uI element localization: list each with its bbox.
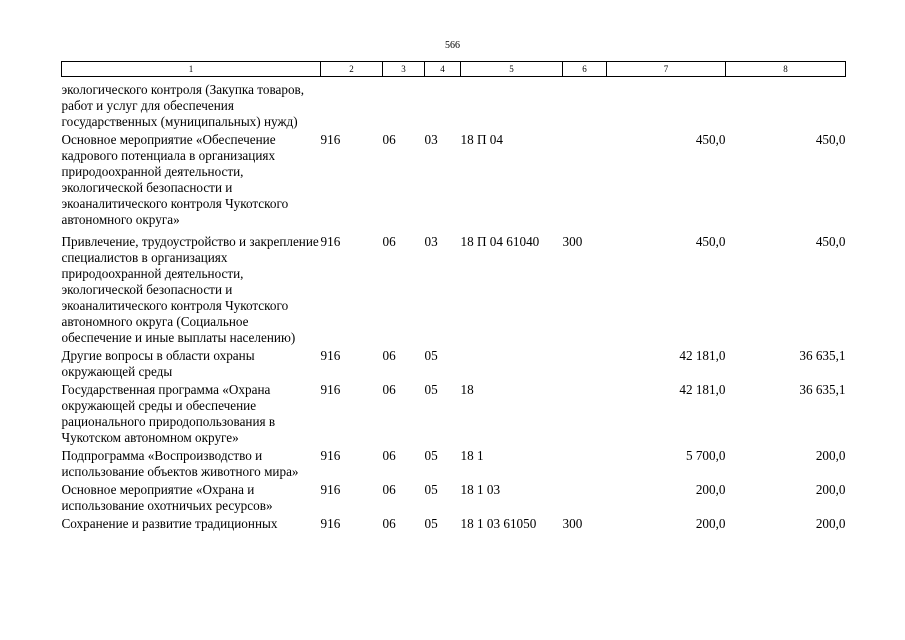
- section-code: 06: [382, 482, 396, 497]
- amount-col-7: 450,0: [695, 132, 726, 147]
- ministry-code: 916: [320, 516, 341, 531]
- expense-type-code: [563, 480, 607, 514]
- subsection-code: 03: [424, 132, 438, 147]
- amount-col-7: [607, 77, 726, 131]
- amount-col-8: 200,0: [815, 516, 846, 531]
- subsection-code: 05: [424, 516, 438, 531]
- section-code: 06: [382, 132, 396, 147]
- expense-type-code: [563, 346, 607, 380]
- ministry-code: 916: [320, 348, 341, 363]
- target-article-code: 18: [460, 382, 474, 397]
- expense-type-code: [563, 130, 607, 228]
- amount-col-7: 5 700,0: [685, 448, 726, 463]
- table-row: [62, 130, 846, 228]
- ministry-code: 916: [320, 132, 341, 147]
- item-name: Привлечение, трудоустройство и закрепление специалистов в организациях природоохранной деятельности, экологической безопасности и экоаналитического контроля Чукотского автономного округа (Социальное обеспечение и иные выплаты населению): [61, 234, 319, 345]
- target-article-code: [461, 77, 563, 131]
- ministry-code: 916: [320, 382, 341, 397]
- table-row: [62, 514, 846, 532]
- subsection-code: 05: [424, 448, 438, 463]
- table-row: [62, 380, 846, 446]
- ministry-code: [321, 77, 383, 131]
- subsection-code: 05: [424, 482, 438, 497]
- amount-col-7: 42 181,0: [679, 382, 726, 397]
- table-row: [62, 228, 846, 346]
- header-col-5: 5: [461, 62, 563, 77]
- expense-type-code: 300: [562, 234, 583, 249]
- amount-col-7: 42 181,0: [679, 348, 726, 363]
- amount-col-7: 450,0: [695, 234, 726, 249]
- header-row: [62, 62, 846, 77]
- section-code: 06: [382, 382, 396, 397]
- table-row: [62, 346, 846, 380]
- section-code: 06: [382, 234, 396, 249]
- amount-col-8: 200,0: [815, 448, 846, 463]
- target-article-code: 18 1 03: [460, 482, 501, 497]
- expense-type-code: 300: [562, 516, 583, 531]
- amount-col-8: 450,0: [815, 234, 846, 249]
- ministry-code: 916: [320, 234, 341, 249]
- amount-col-8: [726, 77, 846, 131]
- ministry-code: 916: [320, 448, 341, 463]
- target-article-code: 18 1 03 61050: [460, 516, 537, 531]
- subsection-code: [425, 77, 461, 131]
- expense-type-code: [563, 380, 607, 446]
- section-code: 06: [382, 448, 396, 463]
- item-name: Основное мероприятие «Охрана и использование охотничьих ресурсов»: [61, 482, 273, 513]
- section-code: 06: [382, 348, 396, 363]
- item-name: Подпрограмма «Воспроизводство и использование объектов животного мира»: [61, 448, 299, 479]
- item-name: Другие вопросы в области охраны окружающей среды: [61, 348, 255, 379]
- amount-col-7: 200,0: [695, 482, 726, 497]
- amount-col-8: 450,0: [815, 132, 846, 147]
- amount-col-8: 36 635,1: [799, 382, 846, 397]
- table-row: [62, 446, 846, 480]
- expense-type-code: [563, 77, 607, 131]
- section-code: 06: [382, 516, 396, 531]
- item-name: Сохранение и развитие традиционных: [61, 516, 278, 531]
- subsection-code: 05: [424, 382, 438, 397]
- target-article-code: [461, 346, 563, 380]
- amount-col-8: 200,0: [815, 482, 846, 497]
- header-col-2: 2: [321, 62, 383, 77]
- target-article-code: 18 1: [460, 448, 484, 463]
- table-row: [62, 77, 846, 131]
- amount-col-8: 36 635,1: [799, 348, 846, 363]
- amount-col-7: 200,0: [695, 516, 726, 531]
- table-row: [62, 480, 846, 514]
- target-article-code: 18 П 04 61040: [460, 234, 540, 249]
- item-name: Государственная программа «Охрана окружающей среды и обеспечение рационального природопользования в Чукотском автономном округе»: [61, 382, 276, 445]
- header-col-4: 4: [425, 62, 461, 77]
- item-name: Основное мероприятие «Обеспечение кадрового потенциала в организациях природоохранной деятельности, экологической безопасности и экоаналитического контроля Чукотского автономного округа»: [61, 132, 289, 227]
- ministry-code: 916: [320, 482, 341, 497]
- header-col-1: 1: [62, 62, 321, 77]
- budget-table: [61, 61, 846, 532]
- subsection-code: 05: [424, 348, 438, 363]
- subsection-code: 03: [424, 234, 438, 249]
- item-name: экологического контроля (Закупка товаров, работ и услуг для обеспечения государственных (муниципальных) нужд): [61, 82, 305, 129]
- header-col-7: 7: [607, 62, 726, 77]
- expense-type-code: [563, 446, 607, 480]
- header-col-6: 6: [563, 62, 607, 77]
- section-code: [383, 77, 425, 131]
- header-col-8: 8: [726, 62, 846, 77]
- page-number: 566: [445, 40, 460, 51]
- header-col-3: 3: [383, 62, 425, 77]
- target-article-code: 18 П 04: [460, 132, 503, 147]
